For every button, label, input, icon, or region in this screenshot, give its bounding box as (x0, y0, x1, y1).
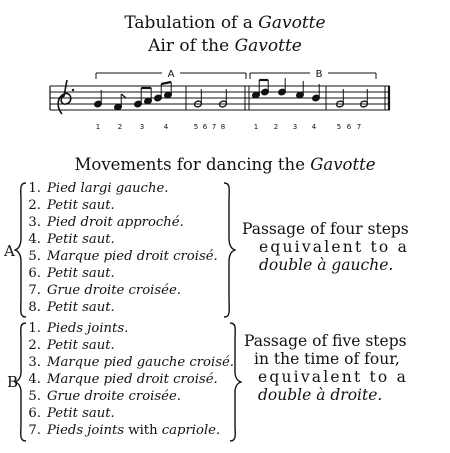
section-b-label: B (315, 69, 323, 80)
subtitle-prefix: Air of the (148, 36, 235, 56)
group-b-left-brace (14, 322, 28, 442)
list-item: 5. Marque pied droit croisé. (28, 249, 218, 264)
group-b-passage-line-3: equivalent to a (258, 368, 409, 386)
title-prefix: Tabulation of a (124, 13, 259, 33)
group-a-letter: A (4, 242, 15, 260)
group-a-right-brace (222, 182, 236, 318)
section-b-bracket (250, 73, 376, 79)
count-a-4: 4 (163, 123, 169, 131)
list-item: 3. Marque pied gauche croisé. (28, 355, 234, 370)
count-b-6: 6 (346, 123, 352, 131)
group-b-right-brace (228, 322, 242, 442)
group-b-steps (27, 320, 234, 439)
music-staff (40, 62, 392, 144)
group-a (0, 180, 450, 320)
group-b-passage-line-4: double à droite. (258, 386, 383, 404)
section-a-label: A (167, 69, 175, 80)
title-emphasis: Gavotte (258, 13, 326, 33)
list-item: 6. Petit saut. (28, 266, 115, 281)
list-item: 1. Pied largi gauche. (28, 181, 169, 196)
count-b-1: 1 (253, 123, 259, 131)
counts-a (96, 123, 225, 131)
list-item: 6. Petit saut. (28, 406, 115, 421)
list-item: 2. Petit saut. (28, 338, 115, 353)
count-a-2: 2 (117, 123, 123, 131)
count-b-5: 5 (336, 123, 342, 131)
counts-b (254, 123, 361, 131)
count-b-3: 3 (292, 123, 298, 131)
movements-heading-prefix: Movements for dancing the (74, 155, 311, 174)
count-a-8: 8 (220, 123, 226, 131)
count-a-6: 6 (202, 123, 208, 131)
page-title (0, 13, 450, 33)
count-a-5: 5 (193, 123, 199, 131)
group-a-left-brace (14, 182, 28, 318)
group-a-passage-line-3: double à gauche. (259, 256, 394, 274)
list-item: 7. Grue droite croisée. (28, 283, 181, 298)
list-item: 4. Marque pied droit croisé. (28, 372, 218, 387)
group-b-passage (244, 332, 408, 404)
group-a-passage (242, 220, 409, 274)
list-item: 2. Petit saut. (28, 198, 115, 213)
movements-heading (0, 155, 450, 175)
page-subtitle (0, 36, 450, 56)
count-b-2: 2 (273, 123, 279, 131)
count-a-1: 1 (95, 123, 101, 131)
count-a-7: 7 (211, 123, 217, 131)
group-a-passage-line-1: Passage of four steps (242, 220, 409, 238)
list-item: 8. Petit saut. (28, 300, 115, 315)
count-b-7: 7 (356, 123, 362, 131)
movements-heading-emphasis: Gavotte (310, 155, 376, 174)
list-item: 4. Petit saut. (28, 232, 115, 247)
group-b-passage-line-2: in the time of four, (254, 350, 400, 368)
list-item: 3. Pied droit approché. (28, 215, 184, 230)
group-a-steps (27, 180, 218, 316)
group-b-letter: B (7, 373, 19, 391)
group-b (0, 320, 450, 444)
list-item: 1. Pieds joints. (28, 321, 129, 336)
subtitle-emphasis: Gavotte (234, 36, 302, 56)
list-item: 5. Grue droite croisée. (28, 389, 181, 404)
count-b-4: 4 (311, 123, 317, 131)
list-item: 7. Pieds joints with capriole. (28, 423, 221, 438)
group-a-passage-line-2: equivalent to a (259, 238, 410, 256)
count-a-3: 3 (139, 123, 145, 131)
clef-icon (58, 80, 74, 114)
group-b-passage-line-1: Passage of five steps (244, 332, 407, 350)
